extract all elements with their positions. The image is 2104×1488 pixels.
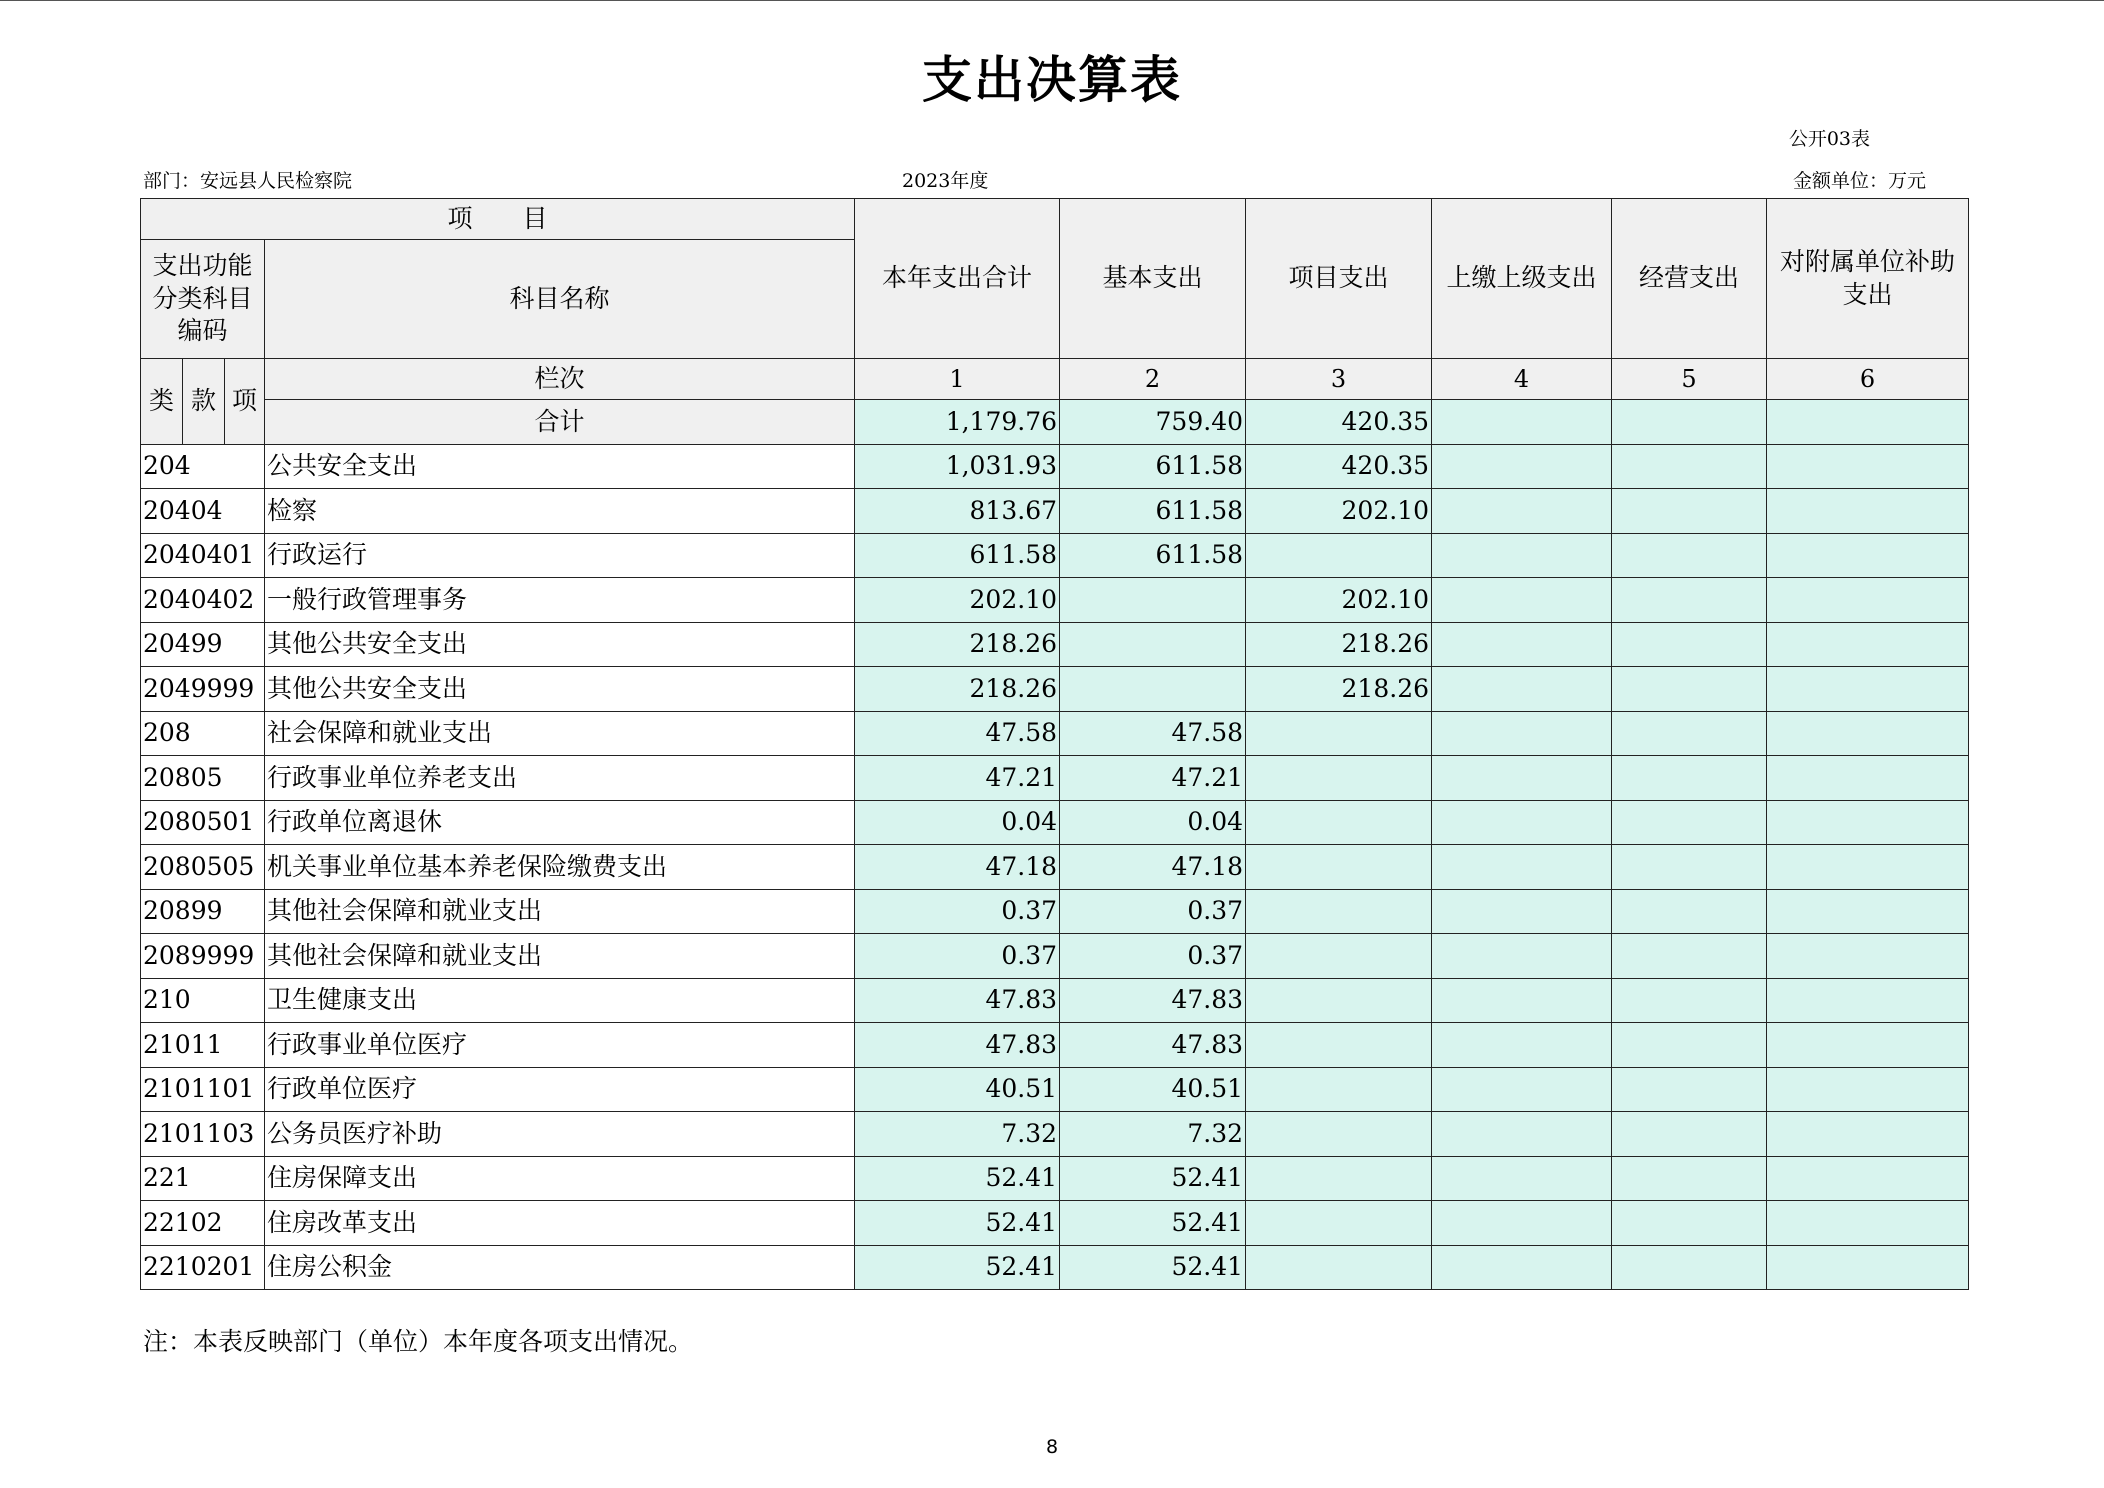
subject-name: 行政单位医疗 (265, 1067, 855, 1112)
table-row (141, 978, 1969, 1023)
table-row (141, 1245, 1969, 1290)
table-row (141, 622, 1969, 667)
subject-name: 一般行政管理事务 (265, 578, 855, 623)
subject-code: 2049999 (141, 667, 265, 712)
amount-cell-col-3 (1246, 934, 1432, 979)
amount-cell-col-1: 611.58 (855, 533, 1060, 578)
amount-cell-col-5 (1612, 845, 1767, 890)
table-row (141, 1112, 1969, 1157)
total-value-2: 759.40 (1060, 400, 1246, 445)
amount-cell-col-3 (1246, 1112, 1432, 1157)
amount-cell-col-4 (1432, 489, 1612, 534)
amount-cell-col-1: 1,031.93 (855, 444, 1060, 489)
amount-unit-label: 金额单位：万元 (1792, 170, 1926, 192)
amount-cell-col-2: 0.37 (1060, 934, 1246, 979)
amount-cell-col-2: 47.58 (1060, 711, 1246, 756)
amount-cell-col-3 (1246, 1201, 1432, 1246)
table-row (141, 489, 1969, 534)
subject-code: 208 (141, 711, 265, 756)
amount-cell-col-4 (1432, 444, 1612, 489)
amount-cell-col-3: 420.35 (1246, 444, 1432, 489)
table-row (141, 756, 1969, 801)
amount-cell-col-5 (1612, 978, 1767, 1023)
subject-code: 204 (141, 444, 265, 489)
table-row (141, 889, 1969, 934)
amount-cell-col-5 (1612, 1023, 1767, 1068)
page-number: 8 (1045, 1436, 1059, 1458)
col-header-3: 项目支出 (1246, 199, 1432, 359)
amount-cell-col-6 (1767, 1201, 1969, 1246)
amount-cell-col-3 (1246, 711, 1432, 756)
fiscal-year-label: 2023年度 (902, 170, 989, 192)
col-header-2: 基本支出 (1060, 199, 1246, 359)
amount-cell-col-6 (1767, 756, 1969, 801)
amount-cell-col-2: 0.37 (1060, 889, 1246, 934)
amount-cell-col-1: 202.10 (855, 578, 1060, 623)
amount-cell-col-4 (1432, 533, 1612, 578)
amount-cell-col-5 (1612, 533, 1767, 578)
amount-cell-col-3 (1246, 800, 1432, 845)
col-header-5: 经营支出 (1612, 199, 1767, 359)
col-header-1: 本年支出合计 (855, 199, 1060, 359)
amount-cell-col-2: 7.32 (1060, 1112, 1246, 1157)
form-number: 公开03表 (1788, 128, 1870, 150)
amount-cell-col-2 (1060, 578, 1246, 623)
amount-cell-col-6 (1767, 578, 1969, 623)
table-row (141, 533, 1969, 578)
subject-name: 行政事业单位医疗 (265, 1023, 855, 1068)
amount-cell-col-4 (1432, 1112, 1612, 1157)
amount-cell-col-1: 0.37 (855, 889, 1060, 934)
amount-cell-col-2: 611.58 (1060, 444, 1246, 489)
amount-cell-col-3 (1246, 889, 1432, 934)
amount-cell-col-5 (1612, 1156, 1767, 1201)
total-value-1: 1,179.76 (855, 400, 1060, 445)
subject-name: 行政运行 (265, 533, 855, 578)
subject-code: 21011 (141, 1023, 265, 1068)
lei-header: 类 (141, 359, 183, 445)
subject-name: 公务员医疗补助 (265, 1112, 855, 1157)
xiang-header: 项 (225, 359, 265, 445)
amount-cell-col-1: 47.18 (855, 845, 1060, 890)
amount-cell-col-5 (1612, 1067, 1767, 1112)
amount-cell-col-4 (1432, 1023, 1612, 1068)
amount-cell-col-6 (1767, 1112, 1969, 1157)
subject-name: 行政事业单位养老支出 (265, 756, 855, 801)
subject-name: 其他公共安全支出 (265, 622, 855, 667)
column-number-header: 栏次 (265, 359, 855, 400)
subject-code: 2089999 (141, 934, 265, 979)
amount-cell-col-4 (1432, 711, 1612, 756)
kuan-header: 款 (183, 359, 225, 445)
amount-cell-col-2 (1060, 622, 1246, 667)
amount-cell-col-6 (1767, 800, 1969, 845)
amount-cell-col-5 (1612, 1245, 1767, 1290)
expenditure-table (140, 198, 1969, 1290)
amount-cell-col-2: 52.41 (1060, 1201, 1246, 1246)
subject-code: 210 (141, 978, 265, 1023)
amount-cell-col-1: 40.51 (855, 1067, 1060, 1112)
amount-cell-col-5 (1612, 800, 1767, 845)
amount-cell-col-3: 202.10 (1246, 578, 1432, 623)
amount-cell-col-2: 611.58 (1060, 533, 1246, 578)
amount-cell-col-4 (1432, 800, 1612, 845)
amount-cell-col-2: 47.83 (1060, 1023, 1246, 1068)
page-title: 支出决算表 (922, 51, 1182, 109)
amount-cell-col-4 (1432, 1156, 1612, 1201)
department-label: 部门：安远县人民检察院 (143, 170, 353, 192)
amount-cell-col-6 (1767, 934, 1969, 979)
table-row (141, 934, 1969, 979)
table-row (141, 1156, 1969, 1201)
amount-cell-col-1: 0.04 (855, 800, 1060, 845)
col-number-4: 4 (1432, 359, 1612, 400)
amount-cell-col-1: 47.21 (855, 756, 1060, 801)
subject-name: 住房公积金 (265, 1245, 855, 1290)
amount-cell-col-6 (1767, 667, 1969, 712)
amount-cell-col-2: 40.51 (1060, 1067, 1246, 1112)
amount-cell-col-1: 218.26 (855, 667, 1060, 712)
subject-code: 20805 (141, 756, 265, 801)
amount-cell-col-3: 202.10 (1246, 489, 1432, 534)
col-number-2: 2 (1060, 359, 1246, 400)
amount-cell-col-3: 218.26 (1246, 622, 1432, 667)
subject-code: 221 (141, 1156, 265, 1201)
amount-cell-col-5 (1612, 934, 1767, 979)
subject-name: 公共安全支出 (265, 444, 855, 489)
total-value-4 (1432, 400, 1612, 445)
amount-cell-col-6 (1767, 889, 1969, 934)
amount-cell-col-3 (1246, 1156, 1432, 1201)
amount-cell-col-6 (1767, 1023, 1969, 1068)
amount-cell-col-4 (1432, 667, 1612, 712)
amount-cell-col-1: 7.32 (855, 1112, 1060, 1157)
amount-cell-col-1: 52.41 (855, 1201, 1060, 1246)
amount-cell-col-1: 47.83 (855, 1023, 1060, 1068)
amount-cell-col-5 (1612, 756, 1767, 801)
amount-cell-col-4 (1432, 934, 1612, 979)
table-note: 注：本表反映部门（单位）本年度各项支出情况。 (143, 1327, 694, 1356)
amount-cell-col-3 (1246, 1067, 1432, 1112)
subject-code: 2040402 (141, 578, 265, 623)
amount-cell-col-5 (1612, 444, 1767, 489)
amount-cell-col-5 (1612, 711, 1767, 756)
amount-cell-col-1: 47.58 (855, 711, 1060, 756)
amount-cell-col-3: 218.26 (1246, 667, 1432, 712)
table-row (141, 800, 1969, 845)
amount-cell-col-4 (1432, 978, 1612, 1023)
amount-cell-col-2: 0.04 (1060, 800, 1246, 845)
amount-cell-col-6 (1767, 1245, 1969, 1290)
subject-name: 社会保障和就业支出 (265, 711, 855, 756)
amount-cell-col-5 (1612, 622, 1767, 667)
subject-code: 2101101 (141, 1067, 265, 1112)
col-number-5: 5 (1612, 359, 1767, 400)
amount-cell-col-2 (1060, 667, 1246, 712)
amount-cell-col-4 (1432, 1245, 1612, 1290)
amount-cell-col-5 (1612, 1112, 1767, 1157)
subject-code: 22102 (141, 1201, 265, 1246)
subject-code: 20499 (141, 622, 265, 667)
subject-name: 其他社会保障和就业支出 (265, 889, 855, 934)
subject-code: 2101103 (141, 1112, 265, 1157)
table-row (141, 444, 1969, 489)
total-value-3: 420.35 (1246, 400, 1432, 445)
amount-cell-col-6 (1767, 489, 1969, 534)
amount-cell-col-5 (1612, 667, 1767, 712)
amount-cell-col-4 (1432, 578, 1612, 623)
subject-name: 住房保障支出 (265, 1156, 855, 1201)
subject-code: 2210201 (141, 1245, 265, 1290)
amount-cell-col-5 (1612, 1201, 1767, 1246)
col-header-4: 上缴上级支出 (1432, 199, 1612, 359)
amount-cell-col-2: 47.83 (1060, 978, 1246, 1023)
amount-cell-col-4 (1432, 845, 1612, 890)
subject-code: 2080505 (141, 845, 265, 890)
amount-cell-col-3 (1246, 978, 1432, 1023)
amount-cell-col-3 (1246, 1245, 1432, 1290)
table-row (141, 1201, 1969, 1246)
amount-cell-col-1: 813.67 (855, 489, 1060, 534)
subject-name: 检察 (265, 489, 855, 534)
amount-cell-col-1: 218.26 (855, 622, 1060, 667)
amount-cell-col-1: 52.41 (855, 1245, 1060, 1290)
col-number-6: 6 (1767, 359, 1969, 400)
subject-name: 卫生健康支出 (265, 978, 855, 1023)
subject-name: 行政单位离退休 (265, 800, 855, 845)
table-row (141, 667, 1969, 712)
subject-code: 20404 (141, 489, 265, 534)
amount-cell-col-2: 47.18 (1060, 845, 1246, 890)
amount-cell-col-6 (1767, 1067, 1969, 1112)
amount-cell-col-4 (1432, 756, 1612, 801)
item-header: 项 目 (141, 199, 855, 240)
total-value-6 (1767, 400, 1969, 445)
amount-cell-col-6 (1767, 533, 1969, 578)
amount-cell-col-4 (1432, 889, 1612, 934)
amount-cell-col-3 (1246, 1023, 1432, 1068)
amount-cell-col-6 (1767, 711, 1969, 756)
amount-cell-col-6 (1767, 845, 1969, 890)
top-border-line (0, 0, 2104, 1)
subject-name-header: 科目名称 (265, 240, 855, 359)
table-row (141, 1067, 1969, 1112)
amount-cell-col-3 (1246, 756, 1432, 801)
amount-cell-col-6 (1767, 1156, 1969, 1201)
subject-name: 住房改革支出 (265, 1201, 855, 1246)
table-row (141, 845, 1969, 890)
subject-code: 20899 (141, 889, 265, 934)
code-group-header: 支出功能分类科目编码 (141, 240, 265, 359)
amount-cell-col-5 (1612, 889, 1767, 934)
amount-cell-col-1: 52.41 (855, 1156, 1060, 1201)
subject-name: 其他公共安全支出 (265, 667, 855, 712)
amount-cell-col-2: 47.21 (1060, 756, 1246, 801)
subject-name: 其他社会保障和就业支出 (265, 934, 855, 979)
total-value-5 (1612, 400, 1767, 445)
amount-cell-col-6 (1767, 978, 1969, 1023)
col-number-3: 3 (1246, 359, 1432, 400)
total-row (141, 400, 1969, 445)
amount-cell-col-2: 52.41 (1060, 1245, 1246, 1290)
amount-cell-col-4 (1432, 622, 1612, 667)
subject-code: 2080501 (141, 800, 265, 845)
amount-cell-col-6 (1767, 622, 1969, 667)
table-row (141, 578, 1969, 623)
amount-cell-col-6 (1767, 444, 1969, 489)
amount-cell-col-3 (1246, 845, 1432, 890)
amount-cell-col-4 (1432, 1201, 1612, 1246)
amount-cell-col-5 (1612, 489, 1767, 534)
subject-name: 机关事业单位基本养老保险缴费支出 (265, 845, 855, 890)
table-row (141, 1023, 1969, 1068)
amount-cell-col-3 (1246, 533, 1432, 578)
amount-cell-col-1: 0.37 (855, 934, 1060, 979)
table-row (141, 711, 1969, 756)
col-number-1: 1 (855, 359, 1060, 400)
amount-cell-col-2: 611.58 (1060, 489, 1246, 534)
amount-cell-col-5 (1612, 578, 1767, 623)
amount-cell-col-4 (1432, 1067, 1612, 1112)
subject-code: 2040401 (141, 533, 265, 578)
total-label: 合计 (265, 400, 855, 445)
amount-cell-col-2: 52.41 (1060, 1156, 1246, 1201)
col-header-6: 对附属单位补助支出 (1767, 199, 1969, 359)
amount-cell-col-1: 47.83 (855, 978, 1060, 1023)
